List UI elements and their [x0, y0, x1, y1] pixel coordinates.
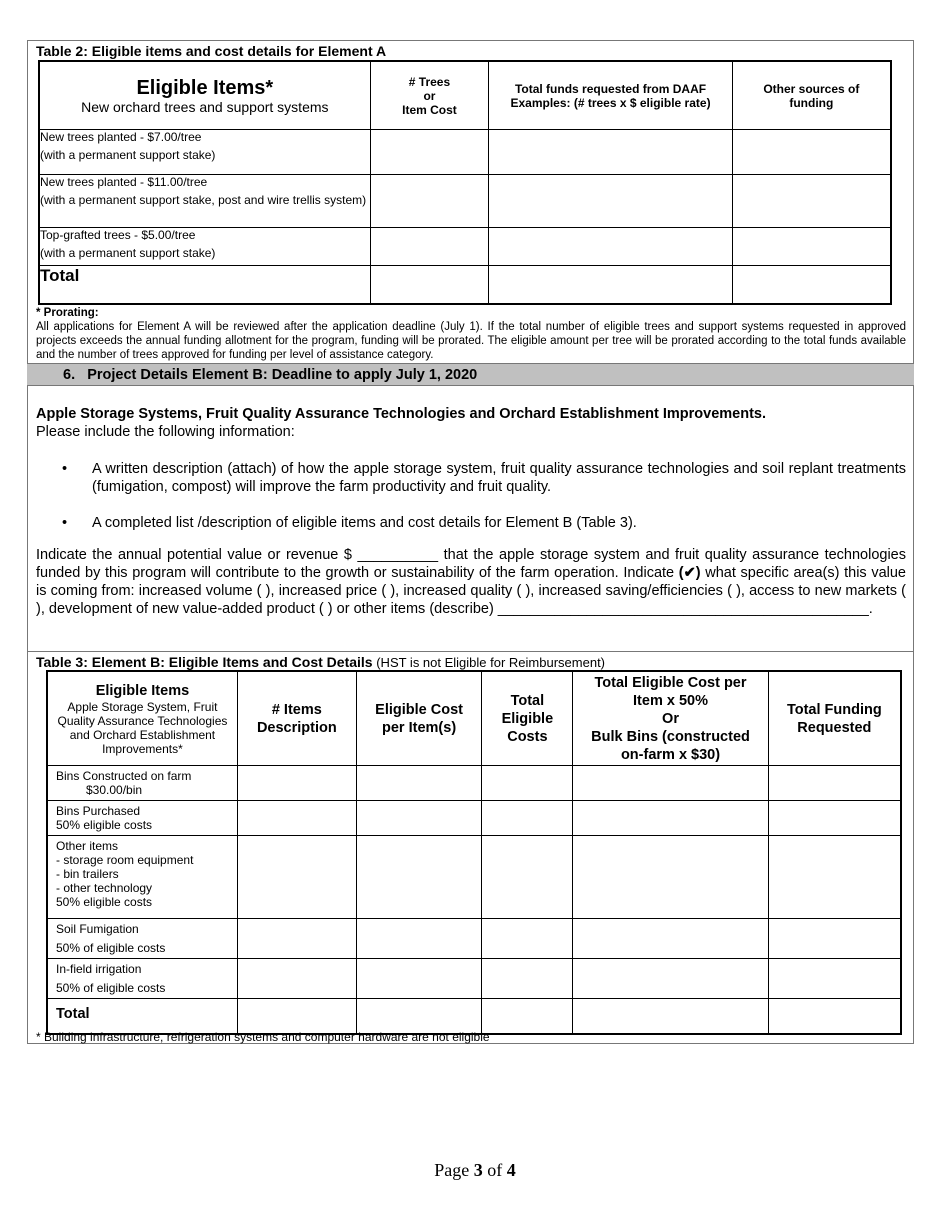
t3-row5-cell[interactable]	[356, 959, 482, 999]
t3-row4-cell[interactable]	[356, 919, 482, 959]
t3-row2-line1: Bins Purchased	[56, 804, 141, 818]
t3-total-cell[interactable]	[768, 999, 901, 1034]
t2-header-trees	[370, 61, 489, 130]
table3	[46, 670, 902, 1035]
t2-header-funds	[489, 61, 732, 130]
section6-bar	[27, 363, 914, 386]
t3-row5-cell[interactable]	[482, 959, 573, 999]
table-row	[47, 801, 901, 836]
t3-te-line1: Total Eligible Cost per Item x 50%	[594, 674, 747, 709]
t3-row3-line2: - storage room equipment	[56, 853, 194, 867]
t2-row3-trees-cell[interactable]	[370, 228, 489, 266]
t2-total-other-cell[interactable]	[732, 266, 891, 304]
prorating-note	[36, 306, 906, 362]
t3-row1-cell[interactable]	[573, 766, 768, 801]
t3-row3-cell[interactable]	[768, 836, 901, 919]
t3-eligible-subtitle: Apple Storage System, Fruit Quality Assurance Technologies and Orchard Establishment Improvements*	[57, 699, 228, 756]
table-row	[47, 766, 901, 801]
t3-row2-line2: 50% eligible costs	[56, 818, 153, 832]
t3-row2-label	[47, 801, 237, 836]
table3-footnote: * Building infrastructure, refrigeration systems and computer hardware are not eligible	[36, 1030, 490, 1044]
table-row	[47, 836, 901, 919]
t3-row4-line2: 50% of eligible costs	[56, 941, 166, 955]
bullet-glyph: •	[62, 461, 68, 477]
t3-row3-cell[interactable]	[573, 836, 768, 919]
t3-row5-label	[47, 959, 237, 999]
t3-total-cell[interactable]	[482, 999, 573, 1034]
prorating-title: * Prorating:	[36, 307, 99, 319]
t2-trees-line1: # Trees	[408, 74, 451, 89]
t3-row4-line1: Soil Fumigation	[56, 922, 139, 936]
t2-row2-trees-cell[interactable]	[370, 175, 489, 228]
t3-row5-cell[interactable]	[237, 959, 356, 999]
t2-funds-line2: Examples: (# trees x $ eligible rate)	[510, 95, 711, 110]
check-mark: (✔)	[678, 565, 701, 581]
elementB-heading: Apple Storage Systems, Fruit Quality Assurance Technologies and Orchard Establishment Improvements.	[36, 406, 767, 422]
t2-total-label: Total	[39, 266, 370, 304]
t3-header-items: # Items Description	[237, 671, 356, 766]
table3-caption-note: (HST is not Eligible for Reimbursement)	[372, 655, 606, 670]
t3-header-cost: Eligible Cost per Item(s)	[356, 671, 482, 766]
t2-total-funds-cell[interactable]	[489, 266, 732, 304]
t3-row1-line2: $30.00/bin	[86, 783, 143, 797]
t2-row2-other-cell[interactable]	[732, 175, 891, 228]
t2-row3-label	[39, 228, 370, 266]
t3-row3-cell[interactable]	[237, 836, 356, 919]
page-footer	[0, 1160, 950, 1181]
t3-row2-cell[interactable]	[356, 801, 482, 836]
t3-row4-cell[interactable]	[237, 919, 356, 959]
t3-total-label: Total	[47, 999, 237, 1034]
t3-row3-cell[interactable]	[356, 836, 482, 919]
t3-header-total-eligible	[573, 671, 768, 766]
t3-row1-cell[interactable]	[356, 766, 482, 801]
elementB-intro: Please include the following information:	[36, 424, 295, 440]
t3-row3-cell[interactable]	[482, 836, 573, 919]
t3-row4-cell[interactable]	[573, 919, 768, 959]
t2-row1-label	[39, 130, 370, 175]
t2-trees-line3: Item Cost	[402, 102, 457, 117]
t2-row2-label	[39, 175, 370, 228]
t2-row1-line2: (with a permanent support stake)	[40, 148, 216, 162]
t3-row1-cell[interactable]	[768, 766, 901, 801]
table-row	[39, 130, 891, 175]
t2-header-eligible	[39, 61, 370, 130]
t3-row2-cell[interactable]	[768, 801, 901, 836]
table3-caption-bold: Table 3: Element B: Eligible Items and Cost Details	[36, 654, 373, 670]
t2-row2-line2: (with a permanent support stake, post and wire trellis system)	[40, 193, 367, 207]
footer-page-number: 3	[473, 1160, 483, 1180]
section6-title: Project Details Element B: Deadline to apply July 1, 2020	[87, 367, 478, 383]
t2-header-other: Other sources of funding	[732, 61, 891, 130]
t3-row4-label	[47, 919, 237, 959]
table2-caption: Table 2: Eligible items and cost details for Element A	[36, 43, 387, 59]
t3-row4-cell[interactable]	[768, 919, 901, 959]
t3-total-cell[interactable]	[356, 999, 482, 1034]
table-row	[47, 999, 901, 1034]
t3-row1-cell[interactable]	[482, 766, 573, 801]
revenue-paragraph	[36, 546, 906, 618]
footer-page-word: Page	[434, 1160, 474, 1180]
t3-row1-line1: Bins Constructed on farm	[56, 769, 192, 783]
t3-row1-label	[47, 766, 237, 801]
t2-row3-other-cell[interactable]	[732, 228, 891, 266]
t3-row2-cell[interactable]	[237, 801, 356, 836]
table2	[38, 60, 892, 305]
t2-funds-line1: Total funds requested from DAAF	[514, 81, 707, 96]
t3-row3-line5: 50% eligible costs	[56, 895, 153, 909]
table-row	[39, 228, 891, 266]
t2-eligible-title: Eligible Items*	[136, 76, 274, 99]
t3-total-cell[interactable]	[237, 999, 356, 1034]
t3-row2-cell[interactable]	[482, 801, 573, 836]
t3-total-cell[interactable]	[573, 999, 768, 1034]
t2-row3-funds-cell[interactable]	[489, 228, 732, 266]
t2-trees-line2: or	[423, 88, 436, 103]
t3-row3-line3: - bin trailers	[56, 867, 119, 881]
t2-total-trees-cell[interactable]	[370, 266, 489, 304]
footer-of-word: of	[482, 1160, 507, 1180]
t2-row1-other-cell[interactable]	[732, 130, 891, 175]
t3-row3-line1: Other items	[56, 839, 119, 853]
table-row	[39, 266, 891, 304]
section6-number: 6.	[63, 367, 76, 383]
bullet-2-text: A completed list /description of eligible items and cost details for Element B (Table 3).	[92, 515, 637, 531]
t3-te-line2: Or	[662, 710, 679, 727]
t3-row3-label	[47, 836, 237, 919]
table-row	[39, 175, 891, 228]
bullet-1-text: A written description (attach) of how the apple storage system, fruit quality assurance technologies and soil replant treatments (fumigation, compost) will improve the farm productivity and fruit quality.	[92, 461, 906, 495]
t2-row1-trees-cell[interactable]	[370, 130, 489, 175]
footer-page-total: 4	[506, 1160, 516, 1180]
t3-row5-cell[interactable]	[768, 959, 901, 999]
t3-te-line3: Bulk Bins (constructed on-farm x $30)	[591, 728, 750, 763]
t2-row2-funds-cell[interactable]	[489, 175, 732, 228]
divider	[27, 651, 914, 652]
t2-row3-line1: Top-grafted trees - $5.00/tree	[40, 228, 196, 242]
t3-row5-line2: 50% of eligible costs	[56, 981, 166, 995]
revenue-text-end: what specific area(s) this value is coming from: increased volume ( ), increased price ( ), increased quality ( ), increased saving/efficiencies ( ), access to new markets ( ), development of new value-added product ( ) or other items (describe) ______________________________________________.	[36, 565, 906, 617]
t2-row3-line2: (with a permanent support stake)	[40, 246, 216, 260]
t2-row1-funds-cell[interactable]	[489, 130, 732, 175]
t3-header-eligible	[47, 671, 237, 766]
t2-row2-line1: New trees planted - $11.00/tree	[40, 175, 208, 189]
revenue-text-start: Indicate the annual potential value or revenue $ __________ that the apple storage system and fruit quality assurance technologies funded by this program will contribute to the growth or sustainability of the farm operation. Indicate	[36, 547, 906, 581]
section6-heading	[63, 367, 477, 383]
table3-caption	[36, 654, 605, 670]
t3-row1-cell[interactable]	[237, 766, 356, 801]
elementB-header-block	[36, 405, 911, 441]
t2-eligible-subtitle: New orchard trees and support systems	[81, 98, 329, 115]
t3-row5-line1: In-field irrigation	[56, 962, 142, 976]
table-row	[47, 919, 901, 959]
t3-row3-line4: - other technology	[56, 881, 153, 895]
prorating-text: All applications for Element A will be reviewed after the application deadline (July 1). If the total number of eligible trees and support systems requested in approved projects exceeds the annual funding allotment for the program, funding will be prorated. The eligible amount per tree will be prorated according to the total funds available and the number of trees approved for funding per level of assistance category.	[36, 321, 906, 361]
t2-row1-line1: New trees planted - $7.00/tree	[40, 130, 202, 144]
bullet-glyph: •	[62, 515, 68, 531]
t3-header-total: Total Eligible Costs	[482, 671, 573, 766]
t3-eligible-title: Eligible Items	[95, 682, 190, 699]
t3-row2-cell[interactable]	[573, 801, 768, 836]
t3-header-funding: Total Funding Requested	[768, 671, 901, 766]
t3-row5-cell[interactable]	[573, 959, 768, 999]
table-row	[47, 959, 901, 999]
t3-row4-cell[interactable]	[482, 919, 573, 959]
